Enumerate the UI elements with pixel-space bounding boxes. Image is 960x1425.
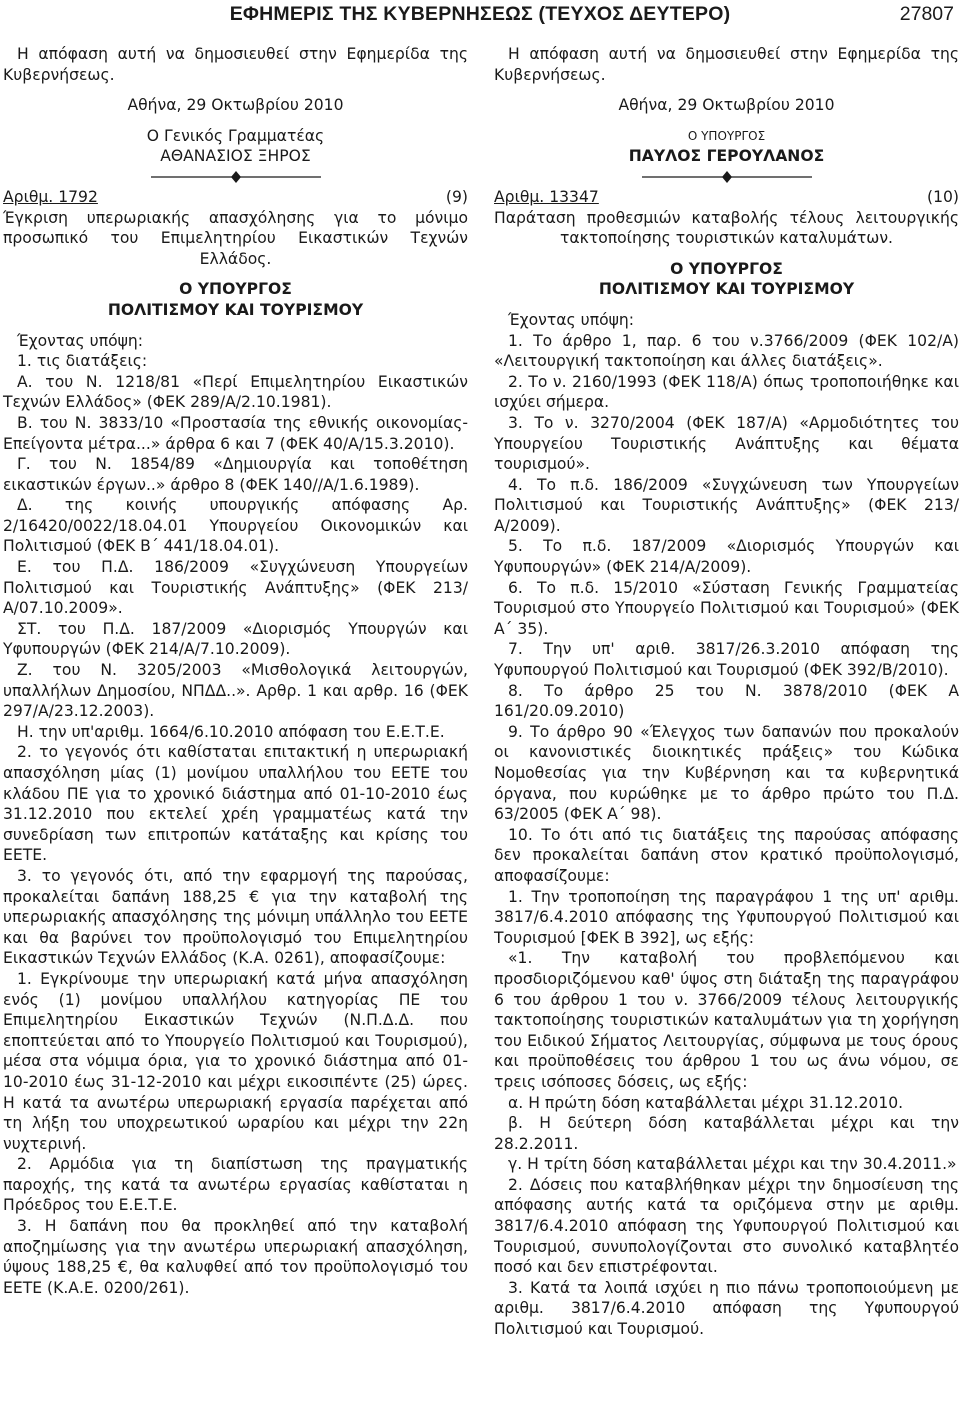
paragraph: 3. Η δαπάνη που θα προκληθεί από την καταβολή αποζημίωσης για την ανωτέρω υπερωριακή απασχόληση, ύψους 188,25 €, θα καλυφθεί από τον προϋπολογισμό του ΕΕΤΕ (Κ.Α.Ε. 0200/261). [3, 1217, 468, 1297]
minister-title: Ο ΥΠΟΥΡΓΟΣ [670, 259, 783, 278]
ministry-name: ΠΟΛΙΤΙΣΜΟΥ ΚΑΙ ΤΟΥΡΙΣΜΟΥ [107, 300, 364, 319]
paragraph: 3. Το ν. 3270/2004 (ΦΕΚ 187/Α) «Αρμοδιότητες του Υπουργείου Τουριστικής Ανάπτυξης και θέματα τουρισμού». [494, 413, 959, 474]
paragraph: 6. Το π.δ. 15/2010 «Σύσταση Γενικής Γραμματείας Τουρισμού στο Υπουργείο Πολιτισμού και Τουρισμού» (ΦΕΚ Α΄ 35). [494, 578, 959, 638]
minister-title: Ο ΥΠΟΥΡΓΟΣ [179, 280, 292, 299]
page-header [0, 0, 960, 34]
paragraph: 4. Το π.δ. 186/2009 «Συγχώνευση των Υπουργείων Πολιτισμού και Τουριστικής Ανάπτυξης» (ΦΕΚ 213/Α/2009). [494, 475, 959, 535]
paragraph: 1. Εγκρίνουμε την υπερωριακή κατά μήνα απασχόληση ενός (1) μονίμου υπαλλήλου κατηγορίας ΠΕ του Επιμελητηρίου Εικαστικών Τεχνών (Ν.Π.Δ.Δ. που εποπτεύεται από το Υπουργείο Πολιτισμού και Τουρισμού), μέσα στα νόμιμα όρια, για το χρονικό διάστημα από 01-10-2010 έως 31-12-2010 και μέχρι εικοσιπέντε (25) ώρες. Η κατά τα ανωτέρω υπερωριακή εργασία παρέχεται από τη λήξη του υποχρεωτικού ωραρίου και μέχρι την 22η νυχτερινή. [3, 969, 468, 1153]
paragraph: 5. Το π.δ. 187/2009 «Διορισμός Υπουργών και Υφυπουργών» (ΦΕΚ 214/Α/2009). [494, 537, 959, 577]
diamond-rule-icon [151, 170, 321, 184]
paragraph: 1. τις διατάξεις: [17, 352, 148, 371]
signing-date: Αθήνα, 29 Οκτωβρίου 2010 [127, 96, 344, 115]
gazette-title: ΕΦΗΜΕΡΙΣ ΤΗΣ ΚΥΒΕΡΝΗΣΕΩΣ (ΤΕΥΧΟΣ ΔΕΥΤΕΡΟ) [229, 3, 731, 25]
paragraph: Ζ. του Ν. 3205/2003 «Μισθολογικά λειτουργών, υπαλλήλων Δημοσίου, ΝΠΔΔ..». Αρθρ. 1 και αρθρ. 16 (ΦΕΚ 297/Α/23.12.2003). [3, 661, 468, 721]
paragraph: Δ. της κοινής υπουργικής απόφασης Αρ. 2/16420/0022/18.04.01 Υπουργείου Οικονομικών και Πολιτισμού (ΦΕΚ Β΄ 441/18.04.01). [3, 496, 468, 556]
paragraph: 2. Το ν. 2160/1993 (ΦΕΚ 118/Α) όπως τροποποιήθηκε και ισχύει σήμερα. [494, 372, 959, 412]
paragraph: 7. Την υπ' αριθ. 3817/26.3.2010 απόφαση της Υφυπουργού Πολιτισμού και Τουρισμού (ΦΕΚ 392/Β/2010). [494, 640, 959, 680]
signatory-role: Ο Γενικός Γραμματέας [146, 126, 325, 145]
paragraph: 2. Αρμόδια για τη διαπίστωση της πραγματικής παροχής, της κατά τα ανωτέρω εργασίας καθίσταται η Πρόεδρος του Ε.Ε.Τ.Ε. [3, 1155, 468, 1215]
paragraph: γ. Η τρίτη δόση καταβάλλεται μέχρι και την 30.4.2011.» [508, 1155, 957, 1174]
paragraph: Η. την υπ'αριθμ. 1664/6.10.2010 απόφαση του Ε.Ε.Τ.Ε. [17, 722, 445, 741]
paragraph: 2. Δόσεις που καταβλήθηκαν μέχρι την δημοσίευση της απόφασης αυτής κατά τα οριζόμενα στην με αριθμ. 3817/6.4.2010 απόφαση της Υφυπουργού Πολιτισμού και Τουρισμού, συνυπολογίζονται στο συνολικό καταβλητέο ποσό και δεν επιστρέφονται. [494, 1175, 959, 1277]
publish-note: Η απόφαση αυτή να δημοσιευθεί στην Εφημερίδα της Κυβερνήσεως. [494, 45, 959, 84]
section-divider [3, 167, 468, 187]
decision-number-row [3, 187, 468, 208]
paragraph: Β. του Ν. 3833/10 «Προστασία της εθνικής οικονομίας-Επείγοντα μέτρα...» άρθρα 6 και 7 (ΦΕΚ 40/Α/15.3.2010). [3, 413, 468, 453]
right-column [494, 44, 959, 1340]
signatory-role: Ο ΥΠΟΥΡΓΟΣ [687, 128, 766, 143]
signatory-name: ΠΑΥΛΟΣ ΓΕΡΟΥΛΑΝΟΣ [628, 147, 825, 166]
paragraph: 1. Την τροποποίηση της παραγράφου 1 της υπ' αριθμ. 3817/6.4.2010 απόφασης της Υφυπουργού Πολιτισμού και Τουρισμού [ΦΕΚ Β 392], ως εξής: [494, 887, 959, 947]
paragraph: 9. Το άρθρο 90 «Έλεγχος των δαπανών που προκαλούν οι κανονιστικές διοικητικές πράξεις» του Κώδικα Νομοθεσίας για την Κυβέρνηση και τα κυβερνητικά όργανα, που κυρώθηκε με το άρθρο πρώτο του Π.Δ. 63/2005 (ΦΕΚ Α΄ 98). [494, 722, 959, 824]
paragraph: ΣΤ. του Π.Δ. 187/2009 «Διορισμός Υπουργών και Υφυπουργών (ΦΕΚ 214/Α/7.10.2009). [3, 619, 468, 659]
paragraph: 10. Το ότι από τις διατάξεις της παρούσας απόφασης δεν προκαλείται δαπάνη στον κρατικό προϋπολογισμό, αποφασίζουμε: [494, 825, 959, 885]
paragraph: Α. του Ν. 1218/81 «Περί Επιμελητηρίου Εικαστικών Τεχνών Ελλάδος» (ΦΕΚ 289/Α/2.10.1981). [3, 372, 468, 412]
paragraph: β. Η δεύτερη δόση καταβάλλεται μέχρι και την 28.2.2011. [494, 1114, 959, 1153]
publish-note: Η απόφαση αυτή να δημοσιευθεί στην Εφημερίδα της Κυβερνήσεως. [3, 45, 468, 84]
page-number: 27807 [899, 3, 954, 25]
decision-subject: Έγκριση υπερωριακής απασχόλησης για το μόνιμο προσωπικό του Επιμελητηρίου Εικαστικών Τεχνών Ελλάδος. [3, 208, 468, 268]
paragraph: Έχοντας υπόψη: [508, 310, 635, 329]
paragraph: Γ. του Ν. 1854/89 «Δημιουργία και τοποθέτηση εικαστικών έργων..» άρθρο 8 (ΦΕΚ 140//Α/1.6.1989). [3, 455, 468, 494]
decision-number: Αριθμ. 1792 [3, 187, 98, 206]
section-divider [494, 167, 959, 187]
paragraph: Έχοντας υπόψη: [17, 331, 144, 350]
diamond-rule-icon [642, 170, 812, 184]
decision-number: Αριθμ. 13347 [494, 187, 599, 206]
paragraph: α. Η πρώτη δόση καταβάλλεται μέχρι 31.12.2010. [508, 1093, 904, 1112]
left-column [3, 44, 468, 1298]
paragraph: 1. Το άρθρο 1, παρ. 6 του ν.3766/2009 (ΦΕΚ 102/Α) «Λειτουργική τακτοποίηση και άλλες διατάξεις». [494, 331, 959, 371]
paragraph: 8. Το άρθρο 25 του Ν. 3878/2010 (ΦΕΚ Α 161/20.09.2010) [494, 681, 959, 721]
paragraph: 2. το γεγονός ότι καθίσταται επιτακτική η υπερωριακή απασχόληση μίας (1) μονίμου υπαλλήλου του ΕΕΤΕ του κλάδου ΠΕ για το χρονικό διάστημα από 01-10-2010 έως 31.12.2010 που εκτελεί χρέη γραμματέως κατά την συνεδρίαση των επιτροπών κατάταξης και κρίσης του ΕΕΤΕ. [3, 743, 468, 865]
paragraph: 3. Κατά τα λοιπά ισχύει η πιο πάνω τροποποιούμενη με αριθμ. 3817/6.4.2010 απόφαση της Υφυπουργού Πολιτισμού και Τουρισμού. [494, 1278, 959, 1339]
ministry-name: ΠΟΛΙΤΙΣΜΟΥ ΚΑΙ ΤΟΥΡΙΣΜΟΥ [598, 280, 855, 299]
decision-index: (10) [926, 187, 959, 206]
signatory-name: ΑΘΑΝΑΣΙΟΣ ΞΗΡΟΣ [160, 147, 311, 166]
decision-subject: Παράταση προθεσμιών καταβολής τέλους λειτουργικής τακτοποίησης τουριστικών καταλυμάτων. [494, 208, 959, 248]
paragraph: «1. Την καταβολή του προβλεπόμενου και προσδιοριζόμενου καθ' ύψος στη διάταξη της παραγράφου 6 του άρθρου 1 του ν. 3766/2009 τέλους λειτουργικής τακτοποίησης τουριστικών καταλυμάτων για τη χορήγηση του Ειδικού Σήματος Λειτουργίας, σύμφωνα με τους όρους και προϋποθέσεις του άρθρου 1 του ως άνω νόμου, σε τρεις ισόποσες δόσεις, ως εξής: [494, 949, 959, 1091]
signing-date: Αθήνα, 29 Οκτωβρίου 2010 [618, 96, 835, 115]
decision-number-row [494, 187, 959, 208]
decision-index: (9) [445, 187, 468, 206]
paragraph: 3. το γεγονός ότι, από την εφαρμογή της παρούσας, προκαλείται δαπάνη 188,25 € για την καταβολή της υπερωριακής απασχόλησης της μόνιμη υπάλληλο του ΕΕΤΕ και θα βαρύνει τον προϋπολογισμό του Επιμελητηρίου Εικαστικών Τεχνών Ελλάδος (Κ.Α. 0261), αποφασίζουμε: [3, 866, 468, 968]
paragraph: Ε. του Π.Δ. 186/2009 «Συγχώνευση Υπουργείων Πολιτισμού και Τουριστικής Ανάπτυξης» (ΦΕΚ 213/Α/07.10.2009». [3, 558, 468, 618]
